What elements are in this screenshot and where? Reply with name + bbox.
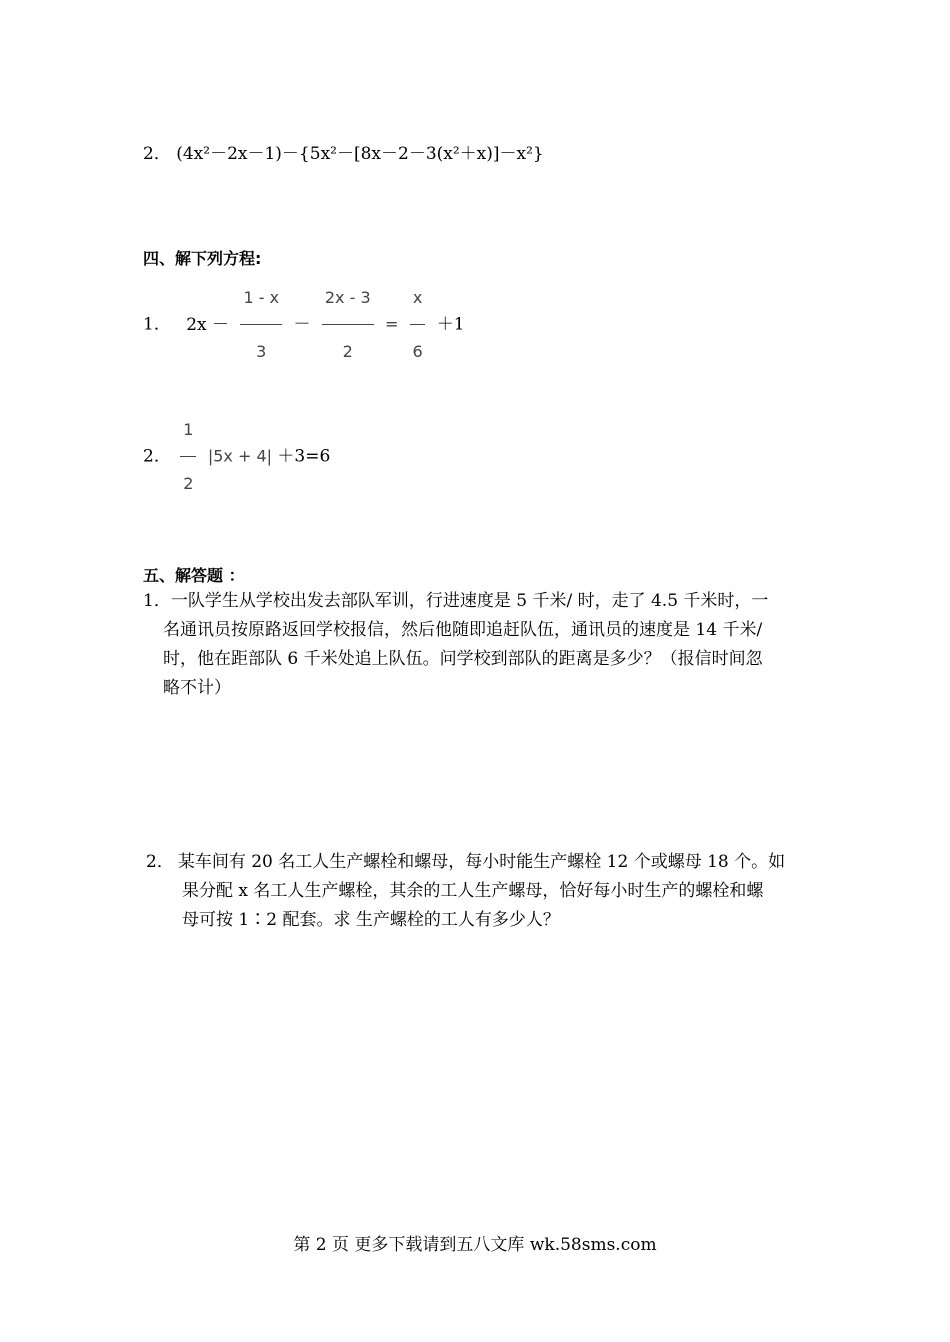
equation-number: 1．	[143, 314, 171, 335]
half-numerator: 1	[180, 406, 196, 457]
absolute-value-expression: |5x + 4|	[207, 446, 273, 466]
fraction-3-denominator: 6	[412, 342, 423, 361]
fraction-3	[410, 274, 425, 376]
half-fraction	[180, 406, 196, 508]
problem-number: 2．	[146, 852, 174, 872]
fraction-2	[322, 274, 374, 376]
fraction-1-denominator: 3	[256, 342, 267, 361]
page-footer: 第 2 页 更多下载请到五八文库 wk.58sms.com	[293, 1235, 657, 1255]
fraction-1-numerator: 1 - x	[240, 274, 282, 325]
section-4-title: 四、解下列方程:	[143, 249, 262, 268]
fraction-1	[240, 274, 282, 376]
word-problem-line	[143, 587, 768, 616]
fraction-2-numerator: 2x - 3	[322, 274, 374, 325]
problem-text-line-1: 某车间有 20 名工人生产螺栓和螺母，每小时能生产螺栓 12 个或螺母 18 个。如	[177, 852, 786, 872]
problem-text-line-2: 名通讯员按原路返回学校报信，然后他随即追赶队伍，通讯员的速度是 14 千米/	[163, 620, 763, 640]
word-problem-1	[143, 587, 768, 703]
problem-text-line-1: 一队学生从学校出发去部队军训，行进速度是 5 千米/ 时，走了 4.5 千米时，一	[170, 591, 769, 611]
problem-text-line-2: 果分配 x 名工人生产螺栓，其余的工人生产螺母，恰好每小时生产的螺栓和螺	[182, 881, 764, 901]
equation-lead: 2x －	[186, 314, 230, 335]
equation-tail: ＋3=6	[277, 446, 331, 467]
fraction-2-denominator: 2	[342, 342, 353, 361]
fraction-3-numerator: x	[410, 274, 425, 325]
section-5-title: 五、解答题 ：	[143, 566, 245, 585]
equation-1	[143, 274, 465, 376]
problem-text-line-3: 时，他在距部队 6 千米处追上队伍。问学校到部队的距离是多少？（报信时间忽	[163, 649, 763, 669]
word-problem-2	[146, 848, 785, 935]
half-denominator: 2	[183, 474, 194, 493]
equation-2	[143, 406, 330, 508]
word-problem-line	[146, 848, 785, 877]
problem-number: 2．	[143, 144, 171, 164]
polynomial-expression: (4x²－2x－1)－{5x²－[8x－2－3(x²＋x)]－x²}	[176, 144, 544, 164]
minus-sign: －	[293, 314, 311, 335]
problem-3-2	[143, 144, 544, 164]
problem-text-line-3: 母可按 1∶2 配套。求 生产螺栓的工人有多少人？	[182, 910, 560, 930]
equation-tail: ＋1	[436, 314, 465, 335]
problem-number: 1．	[143, 591, 171, 611]
equation-number: 2．	[143, 446, 171, 467]
equals-sign: =	[385, 314, 399, 334]
problem-text-line-4: 略不计）	[163, 678, 231, 698]
